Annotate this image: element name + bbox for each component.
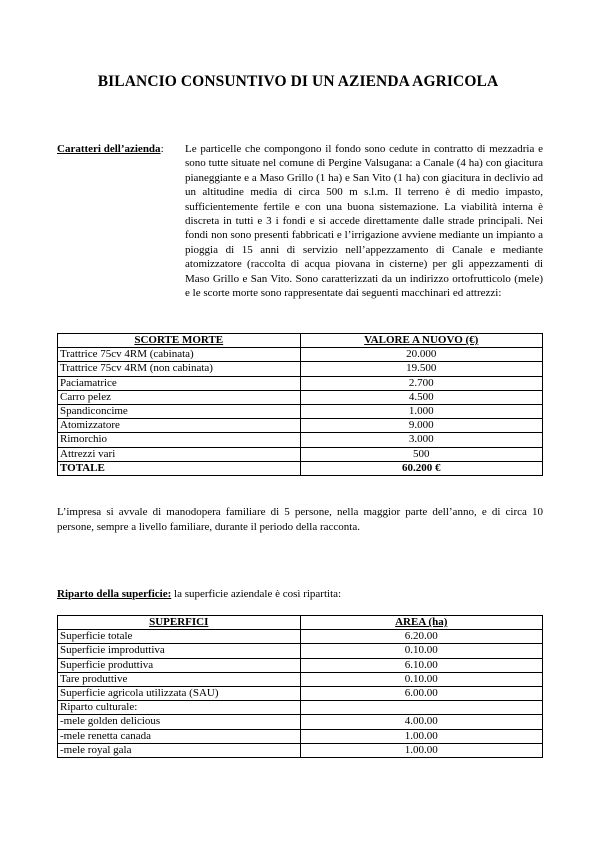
table-row <box>58 743 543 757</box>
header-superfici: SUPERFICI <box>58 616 301 630</box>
row-value: 500 <box>300 447 543 461</box>
row-value: 0.10.00 <box>300 672 543 686</box>
table-row <box>58 672 543 686</box>
row-label: Atomizzatore <box>58 419 301 433</box>
table-header-row <box>58 334 543 348</box>
caratteri-label: Caratteri dell’azienda <box>57 143 161 155</box>
row-label: Superficie improduttiva <box>58 644 301 658</box>
row-value: 4.00.00 <box>300 715 543 729</box>
table-row <box>58 715 543 729</box>
table-total-row <box>58 461 543 475</box>
caratteri-section <box>57 142 543 300</box>
table-row <box>58 433 543 447</box>
table-row <box>58 686 543 700</box>
row-value: 0.10.00 <box>300 644 543 658</box>
row-value: 60.200 € <box>300 461 543 475</box>
header-valore-a-nuovo: VALORE A NUOVO (€) <box>300 334 543 348</box>
row-label: -mele renetta canada <box>58 729 301 743</box>
header-area: AREA (ha) <box>300 616 543 630</box>
row-value <box>300 701 543 715</box>
row-value: 1.000 <box>300 404 543 418</box>
row-label: Attrezzi vari <box>58 447 301 461</box>
row-label: Superficie totale <box>58 630 301 644</box>
row-value: 4.500 <box>300 390 543 404</box>
row-value: 6.10.00 <box>300 658 543 672</box>
table-row <box>58 701 543 715</box>
row-value: 9.000 <box>300 419 543 433</box>
riparto-section <box>57 587 543 601</box>
manodopera-paragraph: L’impresa si avvale di manodopera familiare di 5 persone, nella maggior parte dell’anno, e di circa 10 persone, sempre a livello familiare, durante il periodo della racconta. <box>57 506 543 533</box>
header-scorte-morte: SCORTE MORTE <box>58 334 301 348</box>
row-label: Trattrice 75cv 4RM (cabinata) <box>58 348 301 362</box>
row-label: Paciamatrice <box>58 376 301 390</box>
row-label: Superficie agricola utilizzata (SAU) <box>58 686 301 700</box>
superfici-table <box>57 615 543 758</box>
row-value: 6.20.00 <box>300 630 543 644</box>
row-label: TOTALE <box>58 461 301 475</box>
scorte-table-body <box>58 348 543 476</box>
table-row <box>58 447 543 461</box>
table-row <box>58 404 543 418</box>
table-row <box>58 658 543 672</box>
row-label: Spandiconcime <box>58 404 301 418</box>
table-row <box>58 390 543 404</box>
row-value: 1.00.00 <box>300 743 543 757</box>
riparto-text: la superficie aziendale è così ripartita: <box>171 588 342 600</box>
table-header-row <box>58 616 543 630</box>
row-label: Superficie produttiva <box>58 658 301 672</box>
caratteri-label-wrap <box>57 142 185 300</box>
row-value: 19.500 <box>300 362 543 376</box>
document-title: BILANCIO CONSUNTIVO DI UN AZIENDA AGRICOLA <box>97 73 499 90</box>
row-value: 6.00.00 <box>300 686 543 700</box>
row-label: Tare produttive <box>58 672 301 686</box>
table-row <box>58 376 543 390</box>
row-value: 2.700 <box>300 376 543 390</box>
table-row <box>58 362 543 376</box>
riparto-label: Riparto della superficie: <box>57 588 172 600</box>
table-row <box>58 729 543 743</box>
caratteri-label-colon: : <box>160 143 164 155</box>
scorte-morte-table <box>57 333 543 476</box>
row-label: Riparto culturale: <box>58 701 301 715</box>
table-row <box>58 630 543 644</box>
row-label: -mele golden delicious <box>58 715 301 729</box>
row-label: Carro pelez <box>58 390 301 404</box>
caratteri-text: Le particelle che compongono il fondo sono cedute in contratto di mezzadria e sono tutte situate nel comune di Pergine Valsugana: a Canale (4 ha) con giacitura pianeggiante e a Maso Grillo (1 ha) e San Vito (1 ha) con giacitura in declivio ad un altitudine media di circa 500 m s.l.m. Il terreno è di medio impasto, sufficientemente fertile e con una buona sistemazione. La viabilità interna è discreta in tutti e 3 i fondi e si accede direttamente dalle strade principali. Nei fondi non sono presenti fabbricati e l’irrigazione avviene mediante un impianto a pioggia di 15 anni di servizio nell’appezzamento di Canale e mediante atomizzatore (raccolta di acqua piovana in cisterne) per gli appezzamenti di Maso Grillo e San Vito. Sono caratterizzati da un indirizzo ortofrutticolo (mele) e le scorte morte sono rappresentate dai seguenti macchinari ed attrezzi: <box>185 143 543 300</box>
row-label: Trattrice 75cv 4RM (non cabinata) <box>58 362 301 376</box>
table-row <box>58 644 543 658</box>
row-label: -mele royal gala <box>58 743 301 757</box>
table-row <box>58 419 543 433</box>
row-value: 20.000 <box>300 348 543 362</box>
row-value: 3.000 <box>300 433 543 447</box>
row-value: 1.00.00 <box>300 729 543 743</box>
table-row <box>58 348 543 362</box>
row-label: Rimorchio <box>58 433 301 447</box>
superfici-table-body <box>58 630 543 758</box>
